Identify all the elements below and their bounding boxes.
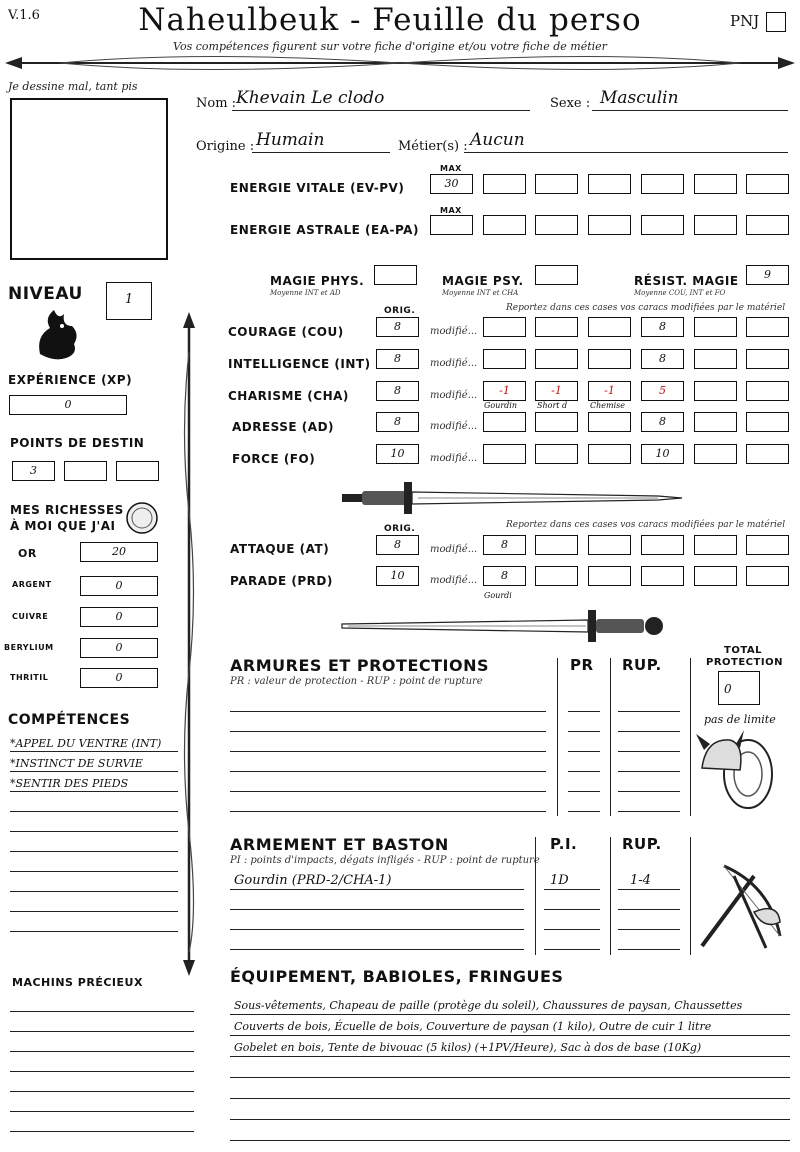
carac-label-ad: ADRESSE (AD): [232, 420, 335, 434]
dragon-icon: [32, 304, 82, 362]
carac-modifie-int: modifié...: [430, 358, 478, 369]
ev-box-5[interactable]: [694, 174, 737, 194]
carac-mod-ad-6[interactable]: [746, 412, 789, 432]
equipement-title: ÉQUIPEMENT, BABIOLES, FRINGUES: [230, 967, 564, 986]
armures-note: PR : valeur de protection - RUP : point de rupture: [230, 676, 483, 687]
magie-phys-box[interactable]: [374, 265, 417, 285]
magie-psy-label: MAGIE PSY.: [442, 274, 524, 288]
arme-1-name[interactable]: Gourdin (PRD-2/CHA-1): [234, 873, 392, 888]
money-label-argent: ARGENT: [12, 580, 52, 589]
money-cuivre-box[interactable]: 0: [80, 607, 158, 627]
destin-box-2[interactable]: [64, 461, 107, 481]
combat-mod-at-6[interactable]: [746, 535, 789, 555]
ea-max-label: MAX: [440, 206, 462, 215]
total-protection-label-2: PROTECTION: [706, 657, 783, 668]
nom-label: Nom :: [196, 96, 237, 111]
cha-sub-1: Gourdin: [484, 401, 518, 410]
money-or-box[interactable]: 20: [80, 542, 158, 562]
magie-psy-note: Moyenne INT et CHA: [442, 289, 519, 297]
combat-orig-at[interactable]: 8: [376, 535, 419, 555]
carac-label-cha: CHARISME (CHA): [228, 389, 349, 403]
sword-icon: [338, 478, 684, 518]
money-label-cuivre: CUIVRE: [12, 612, 49, 621]
combat-label-prd: PARADE (PRD): [230, 574, 333, 588]
total-protection-label-1: TOTAL: [724, 645, 762, 656]
metier-field[interactable]: Aucun: [470, 130, 525, 150]
combat-mod-at-5[interactable]: [694, 535, 737, 555]
page-title: Naheulbeuk - Feuille du perso: [138, 2, 642, 38]
carac-mod-ad-4[interactable]: 8: [641, 412, 684, 432]
money-label-or: OR: [18, 547, 37, 560]
armures-title: ARMURES ET PROTECTIONS: [230, 656, 489, 675]
combat-label-at: ATTAQUE (AT): [230, 542, 330, 556]
cha-sub-2: Short d: [537, 401, 568, 410]
carac-mod-fo-6[interactable]: [746, 444, 789, 464]
carac-mod-int-4[interactable]: 8: [641, 349, 684, 369]
equipement-line-2[interactable]: Couverts de bois, Écuelle de bois, Couverture de paysan (1 kilo), Outre de cuir 1 litre: [234, 1020, 712, 1033]
carac-mod-ad-3[interactable]: [588, 412, 631, 432]
combat-modifie-at: modifié...: [430, 544, 478, 555]
carac-label-fo: FORCE (FO): [232, 452, 316, 466]
combat-mod-at-4[interactable]: [641, 535, 684, 555]
ev-box-4[interactable]: [641, 174, 684, 194]
ev-box-1[interactable]: [483, 174, 526, 194]
money-thritil-box[interactable]: 0: [80, 668, 158, 688]
armures-col-pr: PR: [570, 656, 594, 674]
version-label: V.1.6: [8, 8, 40, 23]
sword-icon-2: [338, 606, 684, 646]
combat-mod-prd-3[interactable]: [588, 566, 631, 586]
origine-field[interactable]: Humain: [256, 130, 325, 150]
competence-1[interactable]: *APPEL DU VENTRE (INT): [10, 737, 162, 750]
carac-mod-int-2[interactable]: [535, 349, 578, 369]
ev-box-2[interactable]: [535, 174, 578, 194]
ev-box-6[interactable]: [746, 174, 789, 194]
competence-3[interactable]: *SENTIR DES PIEDS: [10, 777, 129, 790]
portrait-caption: Je dessine mal, tant pis: [8, 80, 138, 93]
subtitle: Vos compétences figurent sur votre fiche d'origine et/ou votre fiche de métier: [173, 40, 607, 53]
staff-icon: [178, 312, 200, 976]
weapons-icon: [694, 856, 790, 956]
carac-mod-cou-2[interactable]: [535, 317, 578, 337]
carac-mod-fo-1[interactable]: [483, 444, 526, 464]
carac-mod-int-1[interactable]: [483, 349, 526, 369]
carac-mod-cou-5[interactable]: [694, 317, 737, 337]
combat-mod-prd-2[interactable]: [535, 566, 578, 586]
pas-de-limite-label: pas de limite: [704, 713, 776, 726]
combat-mod-prd-4[interactable]: [641, 566, 684, 586]
carac-mod-int-6[interactable]: [746, 349, 789, 369]
carac-mod-int-5[interactable]: [694, 349, 737, 369]
arme-1-pi[interactable]: 1D: [550, 873, 569, 888]
carac-modifie-ad: modifié...: [430, 421, 478, 432]
resist-magie-label: RÉSIST. MAGIE: [634, 274, 739, 288]
ea-box-3[interactable]: [588, 215, 631, 235]
carac-orig-cou[interactable]: 8: [376, 317, 419, 337]
competences-label: COMPÉTENCES: [8, 712, 131, 728]
portrait-box[interactable]: [10, 98, 168, 260]
carac-mod-cou-6[interactable]: [746, 317, 789, 337]
nom-field[interactable]: Khevain Le clodo: [236, 88, 385, 108]
magie-psy-box[interactable]: [535, 265, 578, 285]
metier-label: Métier(s) :: [398, 139, 468, 154]
armement-title: ARMEMENT ET BASTON: [230, 835, 449, 854]
ea-max-box[interactable]: [430, 215, 473, 235]
ea-box-4[interactable]: [641, 215, 684, 235]
carac-modifie-cou: modifié...: [430, 326, 478, 337]
destin-box-1[interactable]: 3: [12, 461, 55, 481]
ea-box-1[interactable]: [483, 215, 526, 235]
niveau-label: NIVEAU: [8, 284, 83, 304]
carac-mod-cou-1[interactable]: [483, 317, 526, 337]
carac-mod-fo-5[interactable]: [694, 444, 737, 464]
xp-label: EXPÉRIENCE (XP): [8, 373, 133, 387]
xp-box[interactable]: 0: [9, 395, 127, 415]
combat-modifie-prd: modifié...: [430, 575, 478, 586]
niveau-value: 1: [124, 292, 134, 307]
origine-label: Origine :: [196, 139, 255, 154]
combat-orig-label: ORIG.: [384, 524, 416, 534]
carac-orig-fo[interactable]: 10: [376, 444, 419, 464]
money-argent-box[interactable]: 0: [80, 576, 158, 596]
pnj-checkbox[interactable]: [766, 12, 786, 32]
carac-mod-cha-5[interactable]: [694, 381, 737, 401]
arme-1-rup[interactable]: 1-4: [630, 873, 651, 888]
richesses-label-2: À MOI QUE J'AI: [10, 519, 116, 533]
combat-note: Reportez dans ces cases vos caracs modifiées par le matériel: [506, 520, 786, 530]
combat-mod-prd-6[interactable]: [746, 566, 789, 586]
carac-modifie-fo: modifié...: [430, 453, 478, 464]
combat-mod-prd-1[interactable]: 8: [483, 566, 526, 586]
combat-mod-at-3[interactable]: [588, 535, 631, 555]
sexe-field[interactable]: Masculin: [600, 88, 679, 108]
resist-magie-note: Moyenne COU, INT et FO: [634, 289, 726, 297]
machins-label: MACHINS PRÉCIEUX: [12, 976, 143, 989]
ev-box-3[interactable]: [588, 174, 631, 194]
carac-mod-ad-2[interactable]: [535, 412, 578, 432]
carac-mod-cha-2[interactable]: -1: [535, 381, 578, 401]
carac-orig-cha[interactable]: 8: [376, 381, 419, 401]
carac-orig-label: ORIG.: [384, 306, 416, 316]
carac-mod-cha-4[interactable]: 5: [641, 381, 684, 401]
ea-label: ENERGIE ASTRALE (EA-PA): [230, 223, 419, 237]
resist-magie-box[interactable]: 9: [746, 265, 789, 285]
pnj-label: PNJ: [730, 12, 760, 30]
carac-orig-ad[interactable]: 8: [376, 412, 419, 432]
coin-icon: [125, 501, 159, 535]
carac-label-cou: COURAGE (COU): [228, 325, 344, 339]
carac-mod-fo-4[interactable]: 10: [641, 444, 684, 464]
money-label-thritil: THRITIL: [10, 673, 49, 682]
carac-label-int: INTELLIGENCE (INT): [228, 357, 371, 371]
carac-mod-cha-6[interactable]: [746, 381, 789, 401]
ev-label: ENERGIE VITALE (EV-PV): [230, 181, 405, 195]
ea-box-6[interactable]: [746, 215, 789, 235]
destin-box-3[interactable]: [116, 461, 159, 481]
cha-sub-3: Chemise: [590, 401, 625, 410]
helmet-shield-icon: [696, 728, 776, 812]
combat-mod-at-1[interactable]: 8: [483, 535, 526, 555]
carac-mod-cou-4[interactable]: 8: [641, 317, 684, 337]
magie-phys-label: MAGIE PHYS.: [270, 274, 365, 288]
ea-box-2[interactable]: [535, 215, 578, 235]
prd-sub-1: Gourdi: [484, 591, 512, 600]
carac-mod-fo-3[interactable]: [588, 444, 631, 464]
carac-orig-int[interactable]: 8: [376, 349, 419, 369]
money-label-berylium: BERYLIUM: [4, 643, 54, 652]
combat-mod-at-2[interactable]: [535, 535, 578, 555]
armures-col-rup: RUP.: [622, 656, 662, 674]
sexe-label: Sexe :: [550, 96, 591, 111]
ev-max-box[interactable]: 30: [430, 174, 473, 194]
armement-note: PI : points d'impacts, dégats infligés - RUP : point de rupture: [230, 855, 540, 866]
combat-mod-prd-5[interactable]: [694, 566, 737, 586]
combat-orig-prd[interactable]: 10: [376, 566, 419, 586]
ev-max-label: MAX: [440, 164, 462, 173]
equipement-line-1[interactable]: Sous-vêtements, Chapeau de paille (protège du soleil), Chaussures de paysan, Chaussettes: [234, 999, 743, 1012]
competence-2[interactable]: *INSTINCT DE SURVIE: [10, 757, 143, 770]
carac-mod-ad-1[interactable]: [483, 412, 526, 432]
richesses-label-1: MES RICHESSES: [10, 503, 124, 517]
carac-mod-fo-2[interactable]: [535, 444, 578, 464]
spear-divider-icon: [0, 52, 800, 74]
ea-box-5[interactable]: [694, 215, 737, 235]
carac-mod-cha-1[interactable]: -1: [483, 381, 526, 401]
armement-col-rup: RUP.: [622, 835, 662, 853]
carac-note: Reportez dans ces cases vos caracs modifiées par le matériel: [506, 303, 786, 313]
equipement-line-3[interactable]: Gobelet en bois, Tente de bivouac (5 kilos) (+1PV/Heure), Sac à dos de base (10Kg): [234, 1041, 702, 1054]
armement-col-pi: P.I.: [550, 835, 578, 853]
carac-modifie-cha: modifié...: [430, 390, 478, 401]
carac-mod-cou-3[interactable]: [588, 317, 631, 337]
destin-label: POINTS DE DESTIN: [10, 436, 145, 450]
magie-phys-note: Moyenne INT et AD: [270, 289, 341, 297]
carac-mod-int-3[interactable]: [588, 349, 631, 369]
total-protection-value: 0: [724, 682, 732, 696]
carac-mod-ad-5[interactable]: [694, 412, 737, 432]
money-berylium-box[interactable]: 0: [80, 638, 158, 658]
carac-mod-cha-3[interactable]: -1: [588, 381, 631, 401]
